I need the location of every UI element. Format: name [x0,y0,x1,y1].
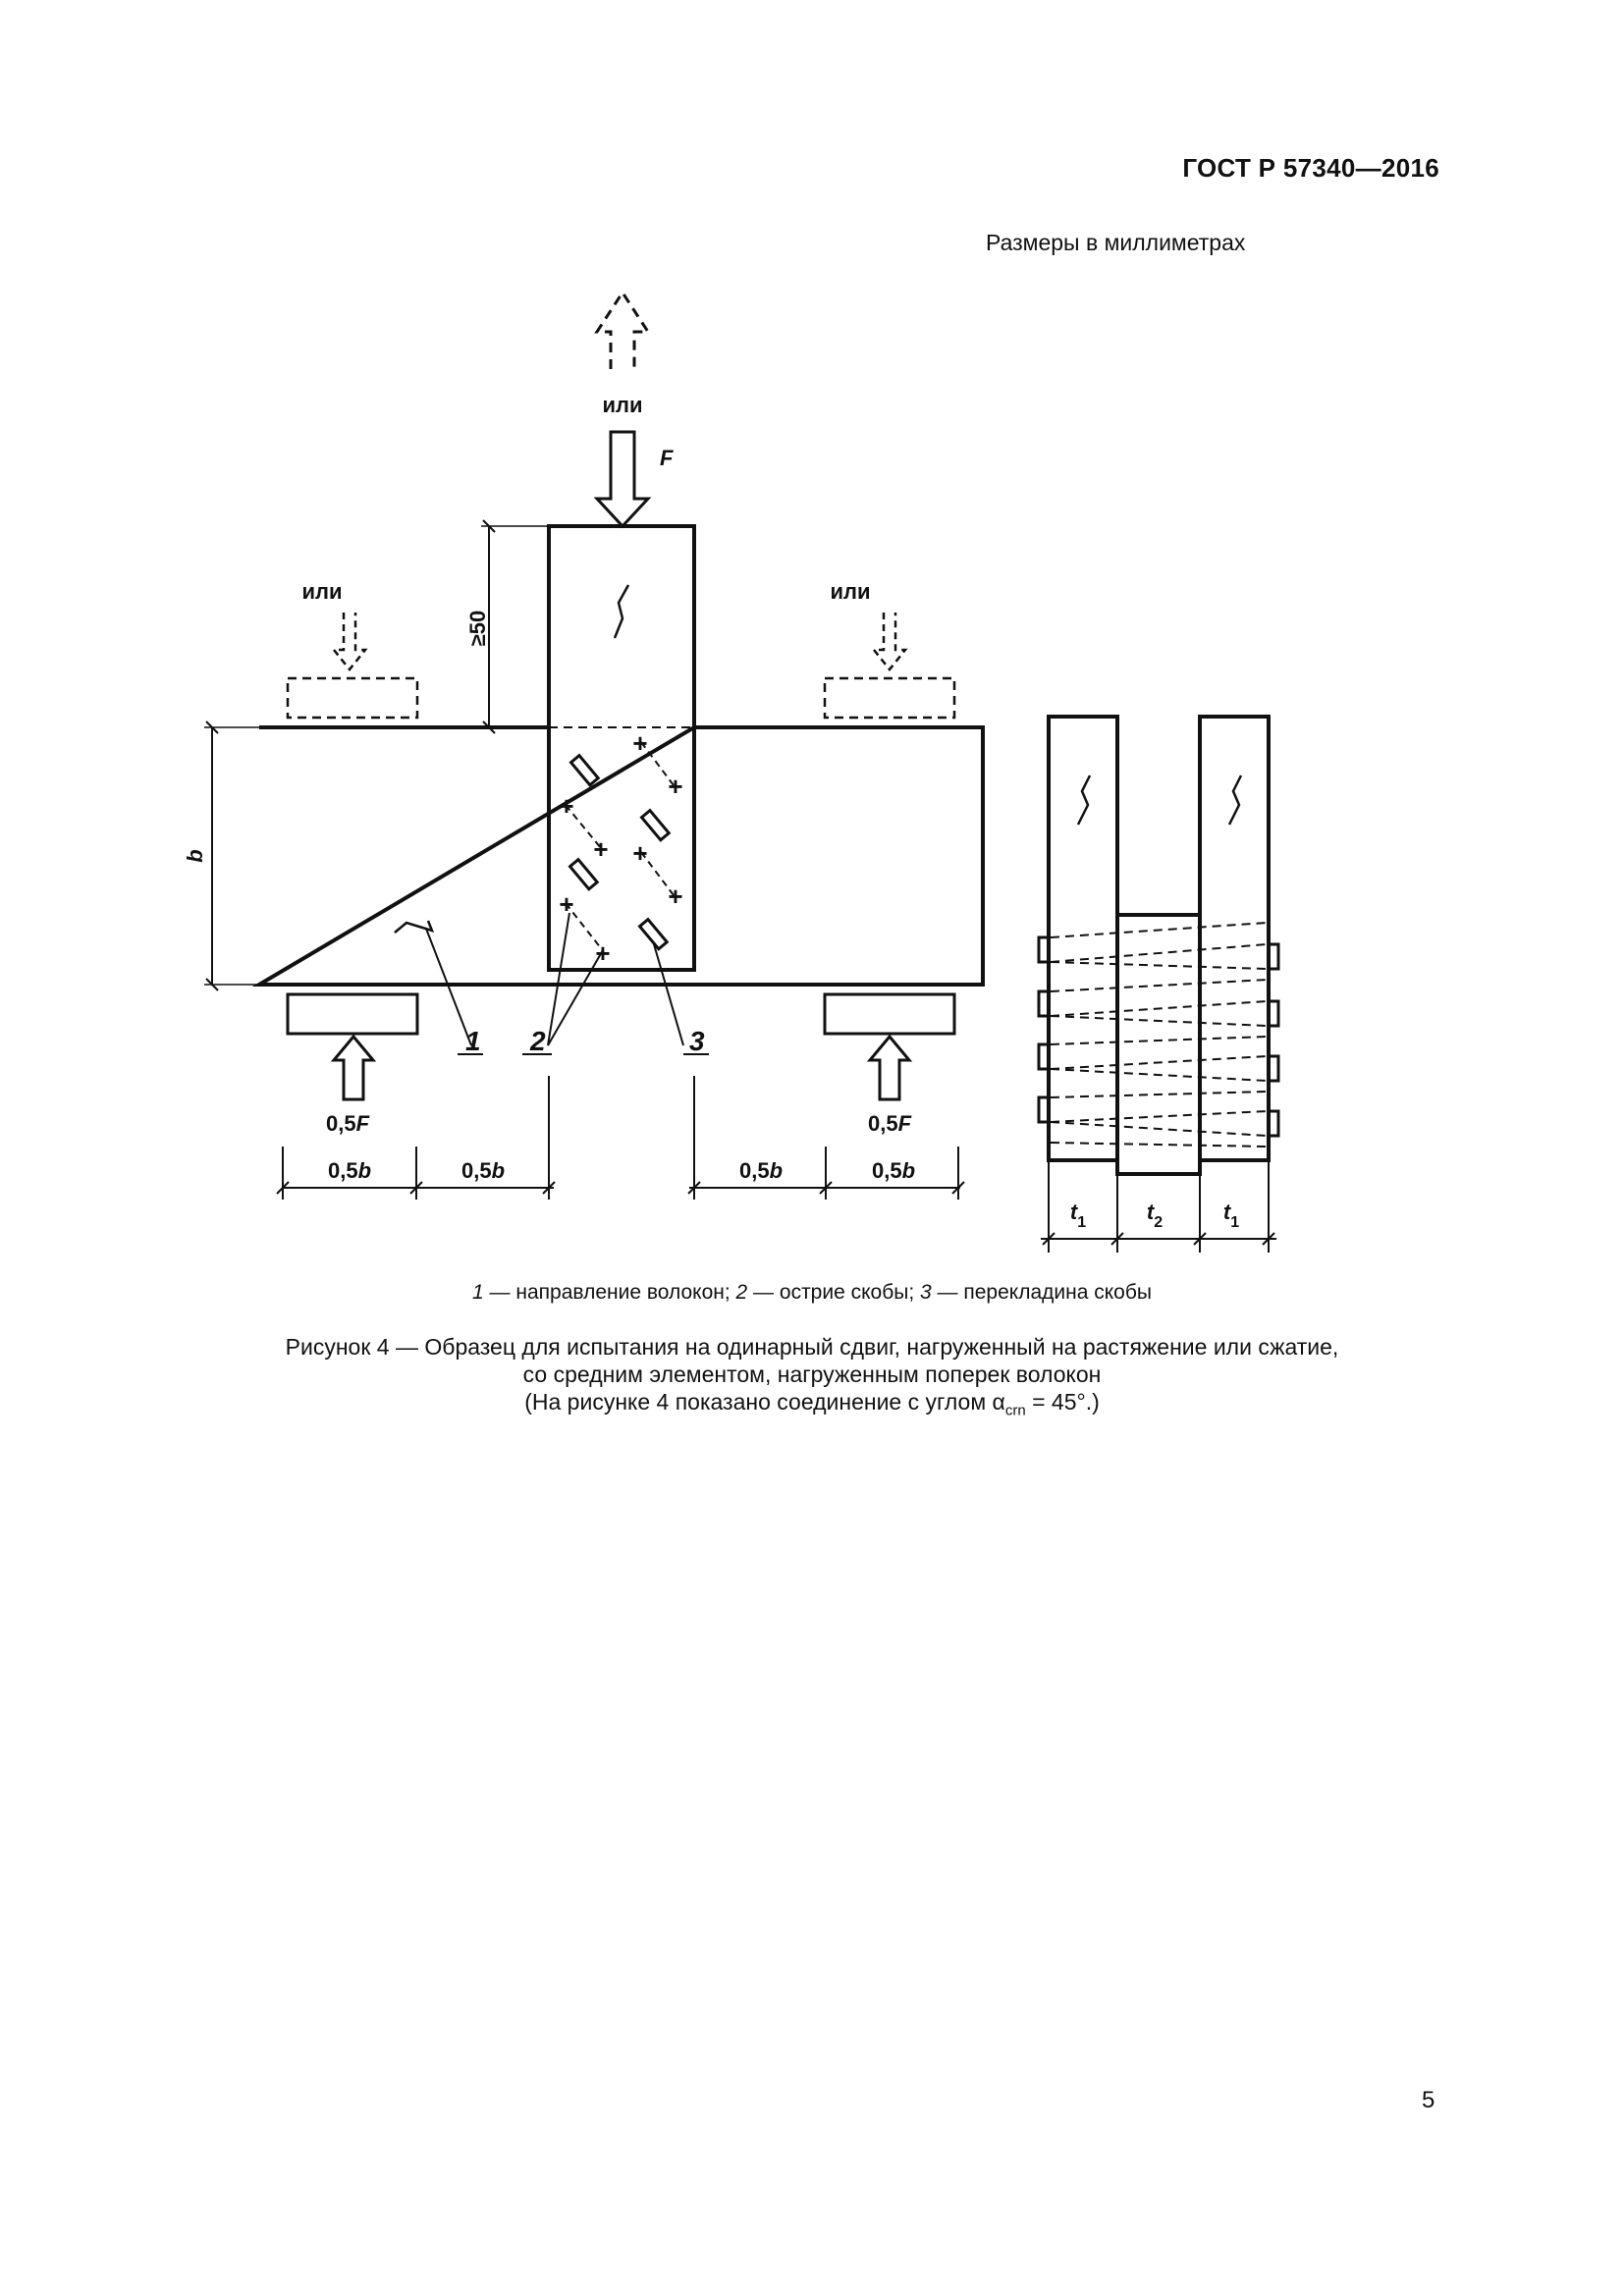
svg-text:+: + [559,889,574,919]
callout-1: 1 [465,1026,481,1056]
dim-half-b-3: 0,5b [738,1158,784,1183]
svg-text:+: + [632,838,648,868]
main-member [259,727,983,985]
dashed-down-arrow-left-icon [334,613,365,669]
svg-text:+: + [593,834,609,864]
optional-support-right [825,678,954,718]
svg-text:+: + [632,728,648,758]
dim-half-b-1: 0,5b [327,1158,372,1183]
width-dimension-b: b [183,849,207,863]
dim-half-b-4: 0,5b [871,1158,916,1183]
dashed-up-arrow-icon [597,293,648,369]
reaction-arrow-right-icon [870,1037,909,1099]
svg-text:+: + [668,772,683,801]
bottom-dimension-lines [277,1076,964,1200]
dim-half-b-2: 0,5b [460,1158,506,1183]
standard-header: ГОСТ Р 57340—2016 [1182,153,1439,183]
or-label-right: или [830,579,871,604]
thickness-t1-left: $t_1$ [1069,1200,1087,1231]
min-height-dimension: ≥50 [465,610,490,647]
callout-2: 2 [530,1026,546,1056]
figure-legend: 1 — направление волокон; 2 — острие скобы; 3 — перекладина скобы [472,1281,1152,1304]
dashed-down-arrow-right-icon [874,613,905,669]
support-right [825,994,954,1034]
side-view [1039,717,1278,1253]
caption-line-3: (На рисунке 4 показано соединение с углом $\alpha_{crn} = 45^\circ$.) [524,1389,1100,1419]
reaction-label-left: 0,5F [325,1111,370,1136]
callout-3: 3 [689,1026,705,1056]
svg-text:+: + [668,881,683,911]
or-label-left: или [301,579,343,604]
caption-line-2: со средним элементом, нагруженным поперек волокон [522,1362,1102,1387]
optional-support-left [288,678,417,718]
page-number: 5 [1422,2087,1435,2113]
force-label: F [660,446,674,470]
thickness-t2: $t_2$ [1146,1200,1164,1231]
reaction-arrow-left-icon [334,1037,373,1099]
support-left [288,994,417,1034]
caption-line-1: Рисунок 4 — Образец для испытания на одинарный сдвиг, нагруженный на растяжение или сжатие, [285,1334,1339,1360]
reaction-label-right: 0,5F [867,1111,912,1136]
force-down-arrow-icon [597,432,648,526]
or-label-top: или [602,393,643,417]
thickness-t1-right: $t_1$ [1222,1200,1240,1231]
units-note: Размеры в миллиметрах [986,230,1246,255]
svg-text:+: + [595,938,611,968]
grain-direction-icon [615,585,628,638]
svg-text:+: + [559,791,574,821]
figure-caption [0,1333,1624,1425]
